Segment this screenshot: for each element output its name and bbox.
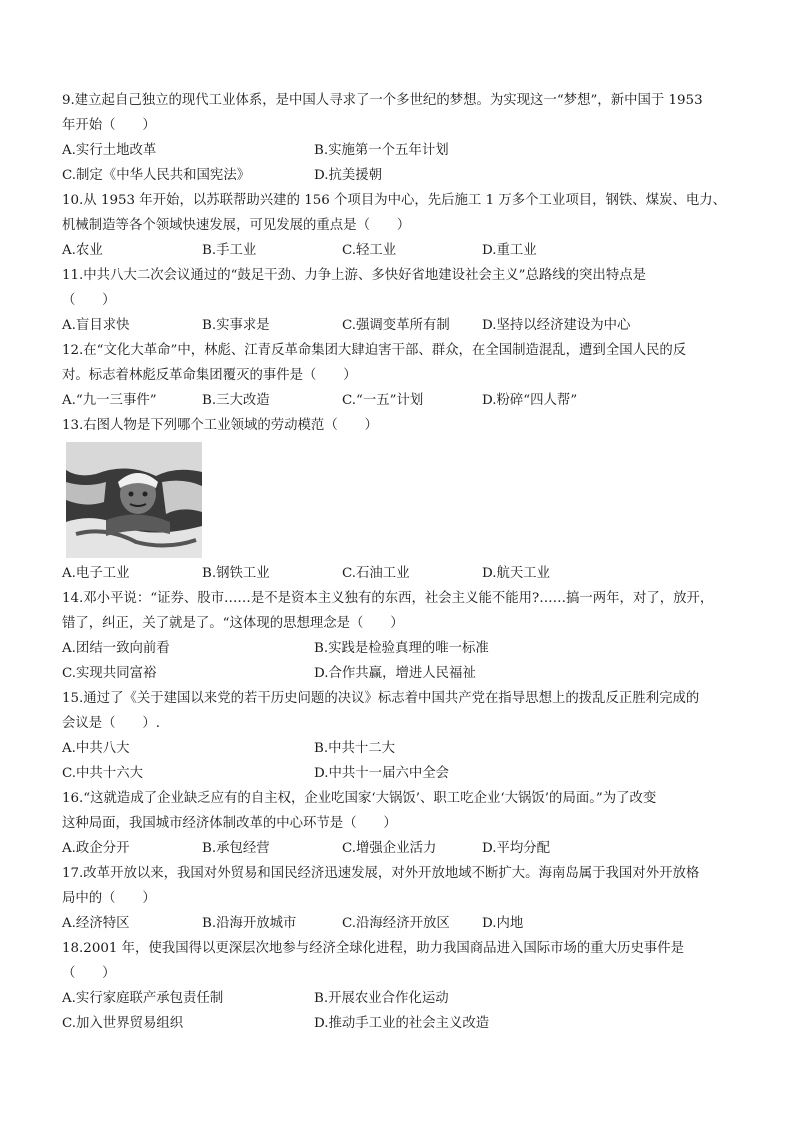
option-d: D.航天工业 (482, 566, 551, 581)
question-10 (62, 188, 734, 263)
option-b: B.承包经营 (202, 841, 270, 856)
question-text: 9.建立起自己独立的现代工业体系，是中国人寻求了一个多世纪的梦想。为实现这一“梦想”，新中国于 1953 (62, 93, 703, 108)
option-c: C.增强企业活力 (342, 841, 437, 856)
option-a: A.政企分开 (62, 841, 130, 856)
question-text: 14.邓小平说：“证券、股市……是不是资本主义独有的东西，社会主义能不能用?……搞一两年，对了，放开， (62, 591, 714, 606)
option-d: D.中共十一届六中全会 (314, 766, 450, 781)
option-d: D.平均分配 (482, 841, 551, 856)
question-text: 11.中共八大二次会议通过的“鼓足干劲、力争上游、多快好省地建设社会主义”总路线的突出特点是 (62, 268, 646, 283)
option-d: D.抗美援朝 (314, 168, 383, 183)
question-9 (62, 88, 734, 188)
option-b: B.实践是检验真理的唯一标准 (314, 641, 489, 656)
question-14 (62, 586, 734, 686)
option-c: C.沿海经济开放区 (342, 916, 450, 931)
options-row (62, 661, 734, 686)
question-11 (62, 263, 734, 338)
question-text: 10.从 1953 年开始，以苏联帮助兴建的 156 个项目为中心，先后施工 1 万多个工业项目，钢铁、煤炭、电力、 (62, 193, 727, 208)
option-b: B.三大改造 (202, 393, 270, 408)
question-text: 17.改革开放以来，我国对外贸易和国民经济迅速发展，对外开放地域不断扩大。海南岛属于我国对外开放格 (62, 866, 700, 881)
option-d: D.推动手工业的社会主义改造 (314, 1016, 490, 1031)
option-c: C.中共十六大 (62, 766, 143, 781)
options-row (62, 561, 734, 586)
option-c: C.强调变革所有制 (342, 318, 450, 333)
option-a: A.电子工业 (62, 566, 130, 581)
option-c: C.轻工业 (342, 243, 397, 258)
option-c: C.“一五”计划 (342, 393, 424, 408)
option-d: D.粉碎“四人帮” (482, 393, 578, 408)
option-a: A.经济特区 (62, 916, 130, 931)
question-12 (62, 338, 734, 413)
question-15 (62, 686, 734, 786)
option-a: A.农业 (62, 243, 103, 258)
options-row (62, 388, 734, 413)
options-row (62, 313, 734, 338)
option-b: B.钢铁工业 (202, 566, 270, 581)
options-row (62, 1011, 734, 1036)
question-17 (62, 861, 734, 936)
option-a: A.实行家庭联产承包责任制 (62, 991, 224, 1006)
question-16 (62, 786, 734, 861)
question-text: （ ） (62, 293, 116, 308)
options-row (62, 761, 734, 786)
option-b: B.实施第一个五年计划 (314, 143, 449, 158)
option-a: A.实行土地改革 (62, 143, 157, 158)
options-row (62, 163, 734, 188)
option-c: C.制定《中华人民共和国宪法》 (62, 168, 251, 183)
question-text: 会议是（ ）. (62, 716, 160, 731)
option-a: A.“九一三事件” (62, 393, 157, 408)
option-d: D.合作共赢，增进人民福祉 (314, 666, 476, 681)
option-a: A.团结一致向前看 (62, 641, 170, 656)
options-row (62, 238, 734, 263)
question-text: 16.“这就造成了企业缺乏应有的自主权，企业吃国家‘大锅饭’、职工吃企业‘大锅饭’的局面。”为了改变 (62, 791, 657, 806)
options-row (62, 636, 734, 661)
question-text: 18.2001 年，使我国得以更深层次地参与经济全球化进程，助力我国商品进入国际市场的重大历史事件是 (62, 941, 685, 956)
exam-page (62, 88, 734, 1036)
question-13 (62, 413, 734, 586)
question-text: （ ） (62, 966, 116, 981)
options-row (62, 986, 734, 1011)
question-text: 12.在“文化大革命”中，林彪、江青反革命集团大肆迫害干部、群众，在全国制造混乱，遭到全国人民的反 (62, 343, 687, 358)
option-a: A.中共八大 (62, 741, 130, 756)
question-text: 这种局面，我国城市经济体制改革的中心环节是（ ） (62, 816, 397, 831)
option-c: C.实现共同富裕 (62, 666, 157, 681)
options-row (62, 736, 734, 761)
question-text: 错了，纠正，关了就是了。“这体现的思想理念是（ ） (62, 616, 404, 631)
labor-model-photo (66, 442, 202, 558)
option-a: A.盲目求快 (62, 318, 130, 333)
option-c: C.加入世界贸易组织 (62, 1016, 184, 1031)
option-b: B.手工业 (202, 243, 257, 258)
option-b: B.实事求是 (202, 318, 270, 333)
question-18 (62, 936, 734, 1036)
question-text: 13.右图人物是下列哪个工业领域的劳动模范（ ） (62, 418, 378, 433)
option-b: B.开展农业合作化运动 (314, 991, 449, 1006)
option-c: C.石油工业 (342, 566, 410, 581)
option-d: D.坚持以经济建设为中心 (482, 318, 631, 333)
question-text: 机械制造等各个领域快速发展，可见发展的重点是（ ） (62, 218, 411, 233)
option-b: B.沿海开放城市 (202, 916, 297, 931)
options-row (62, 911, 734, 936)
question-text: 年开始（ ） (62, 118, 156, 133)
options-row (62, 138, 734, 163)
question-text: 对。标志着林彪反革命集团覆灭的事件是（ ） (62, 368, 357, 383)
question-text: 局中的（ ） (62, 891, 156, 906)
option-b: B.中共十二大 (314, 741, 396, 756)
options-row (62, 836, 734, 861)
question-text: 15.通过了《关于建国以来党的若干历史问题的决议》标志着中国共产党在指导思想上的拨乱反正胜利完成的 (62, 691, 700, 706)
option-d: D.重工业 (482, 243, 537, 258)
option-d: D.内地 (482, 916, 524, 931)
